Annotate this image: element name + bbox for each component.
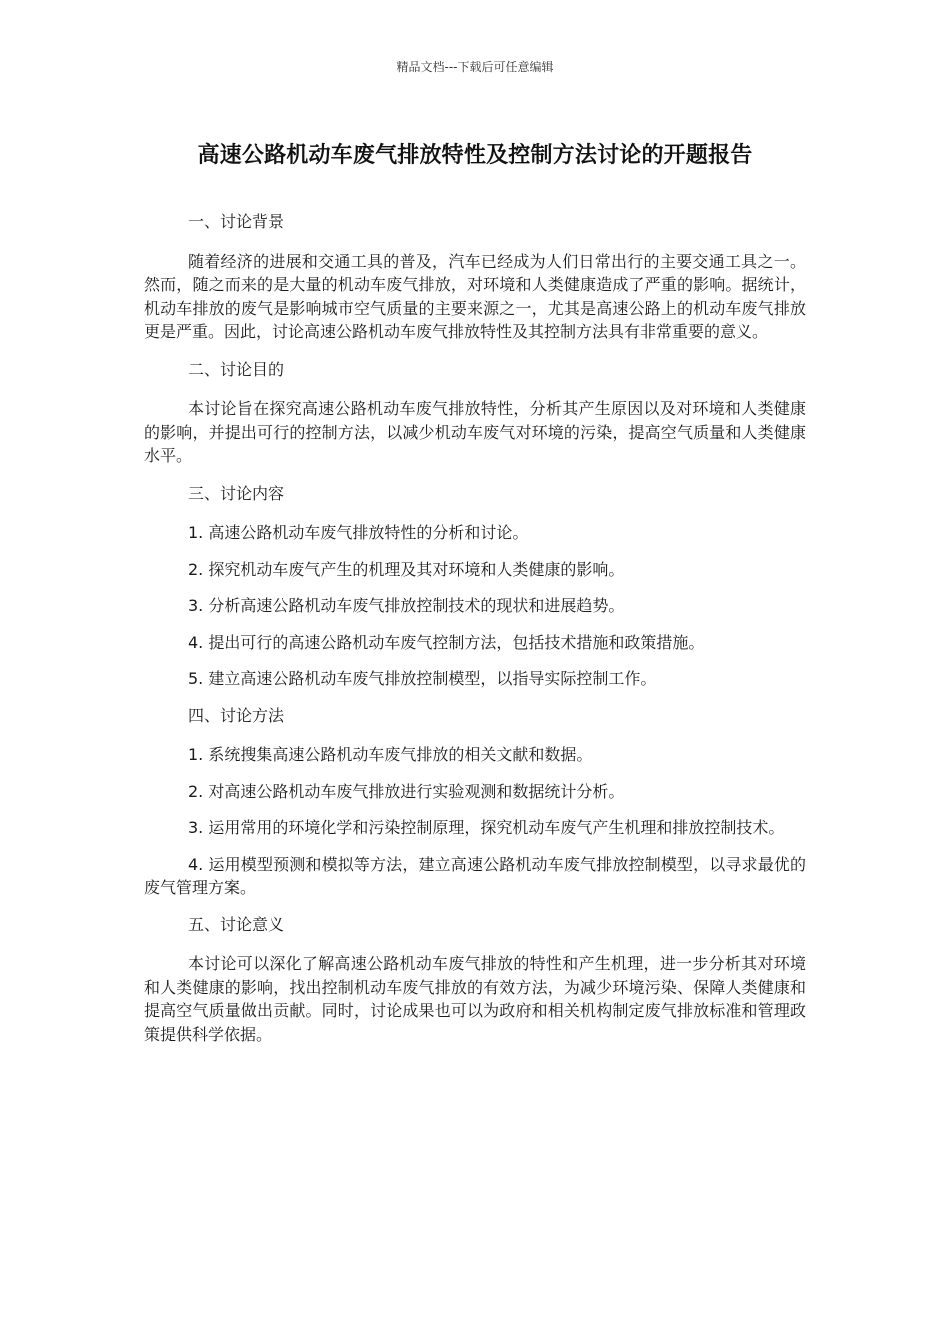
- paragraph-purpose: 本讨论旨在探究高速公路机动车废气排放特性，分析其产生原因以及对环境和人类健康的影响，并提出可行的控制方法，以减少机动车废气对环境的污染，提高空气质量和人类健康水平。: [144, 399, 806, 465]
- list-item: 4. 提出可行的高速公路机动车废气控制方法，包括技术措施和政策措施。: [188, 632, 705, 652]
- section-heading-background: 一、讨论背景: [188, 212, 285, 231]
- paragraph-background: 随着经济的进展和交通工具的普及，汽车已经成为人们日常出行的主要交通工具之一。然而，随之而来的是大量的机动车废气排放，对环境和人类健康造成了严重的影响。据统计，机动车排放的废气是影响城市空气质量的主要来源之一，尤其是高速公路上的机动车废气排放更是严重。因此，讨论高速公路机动车废气排放特性及其控制方法具有非常重要的意义。: [144, 251, 806, 341]
- list-item: 2. 对高速公路机动车废气排放进行实验观测和数据统计分析。: [188, 781, 625, 801]
- header-note: 精品文档---下载后可任意编辑: [396, 60, 554, 74]
- list-item: 1. 系统搜集高速公路机动车废气排放的相关文献和数据。: [188, 745, 593, 764]
- section-heading-method: 四、讨论方法: [188, 705, 285, 725]
- document-body: [144, 210, 806, 1060]
- list-item: 3. 运用常用的环境化学和污染控制原理，探究机动车废气产生机理和排放控制技术。: [188, 818, 785, 837]
- list-item: 5. 建立高速公路机动车废气排放控制模型，以指导实际控制工作。: [188, 669, 657, 688]
- list-item: 3. 分析高速公路机动车废气排放控制技术的现状和进展趋势。: [188, 596, 625, 615]
- paragraph-significance: 本讨论可以深化了解高速公路机动车废气排放的特性和产生机理，进一步分析其对环境和人类健康的影响，找出控制机动车废气排放的有效方法，为减少环境污染、保障人类健康和提高空气质量做出贡献。同时，讨论成果也可以为政府和相关机构制定废气排放标准和管理政策提供科学依据。: [144, 954, 806, 1044]
- section-heading-content: 三、讨论内容: [188, 483, 285, 503]
- section-heading-purpose: 二、讨论目的: [188, 359, 285, 379]
- list-item: 4. 运用模型预测和模拟等方法，建立高速公路机动车废气排放控制模型，以寻求最优的废气管理方案。: [144, 854, 806, 897]
- list-item: 2. 探究机动车废气产生的机理及其对环境和人类健康的影响。: [188, 559, 625, 579]
- document-title: 高速公路机动车废气排放特性及控制方法讨论的开题报告: [197, 143, 753, 168]
- list-item: 1. 高速公路机动车废气排放特性的分析和讨论。: [188, 523, 529, 542]
- section-heading-significance: 五、讨论意义: [188, 914, 285, 934]
